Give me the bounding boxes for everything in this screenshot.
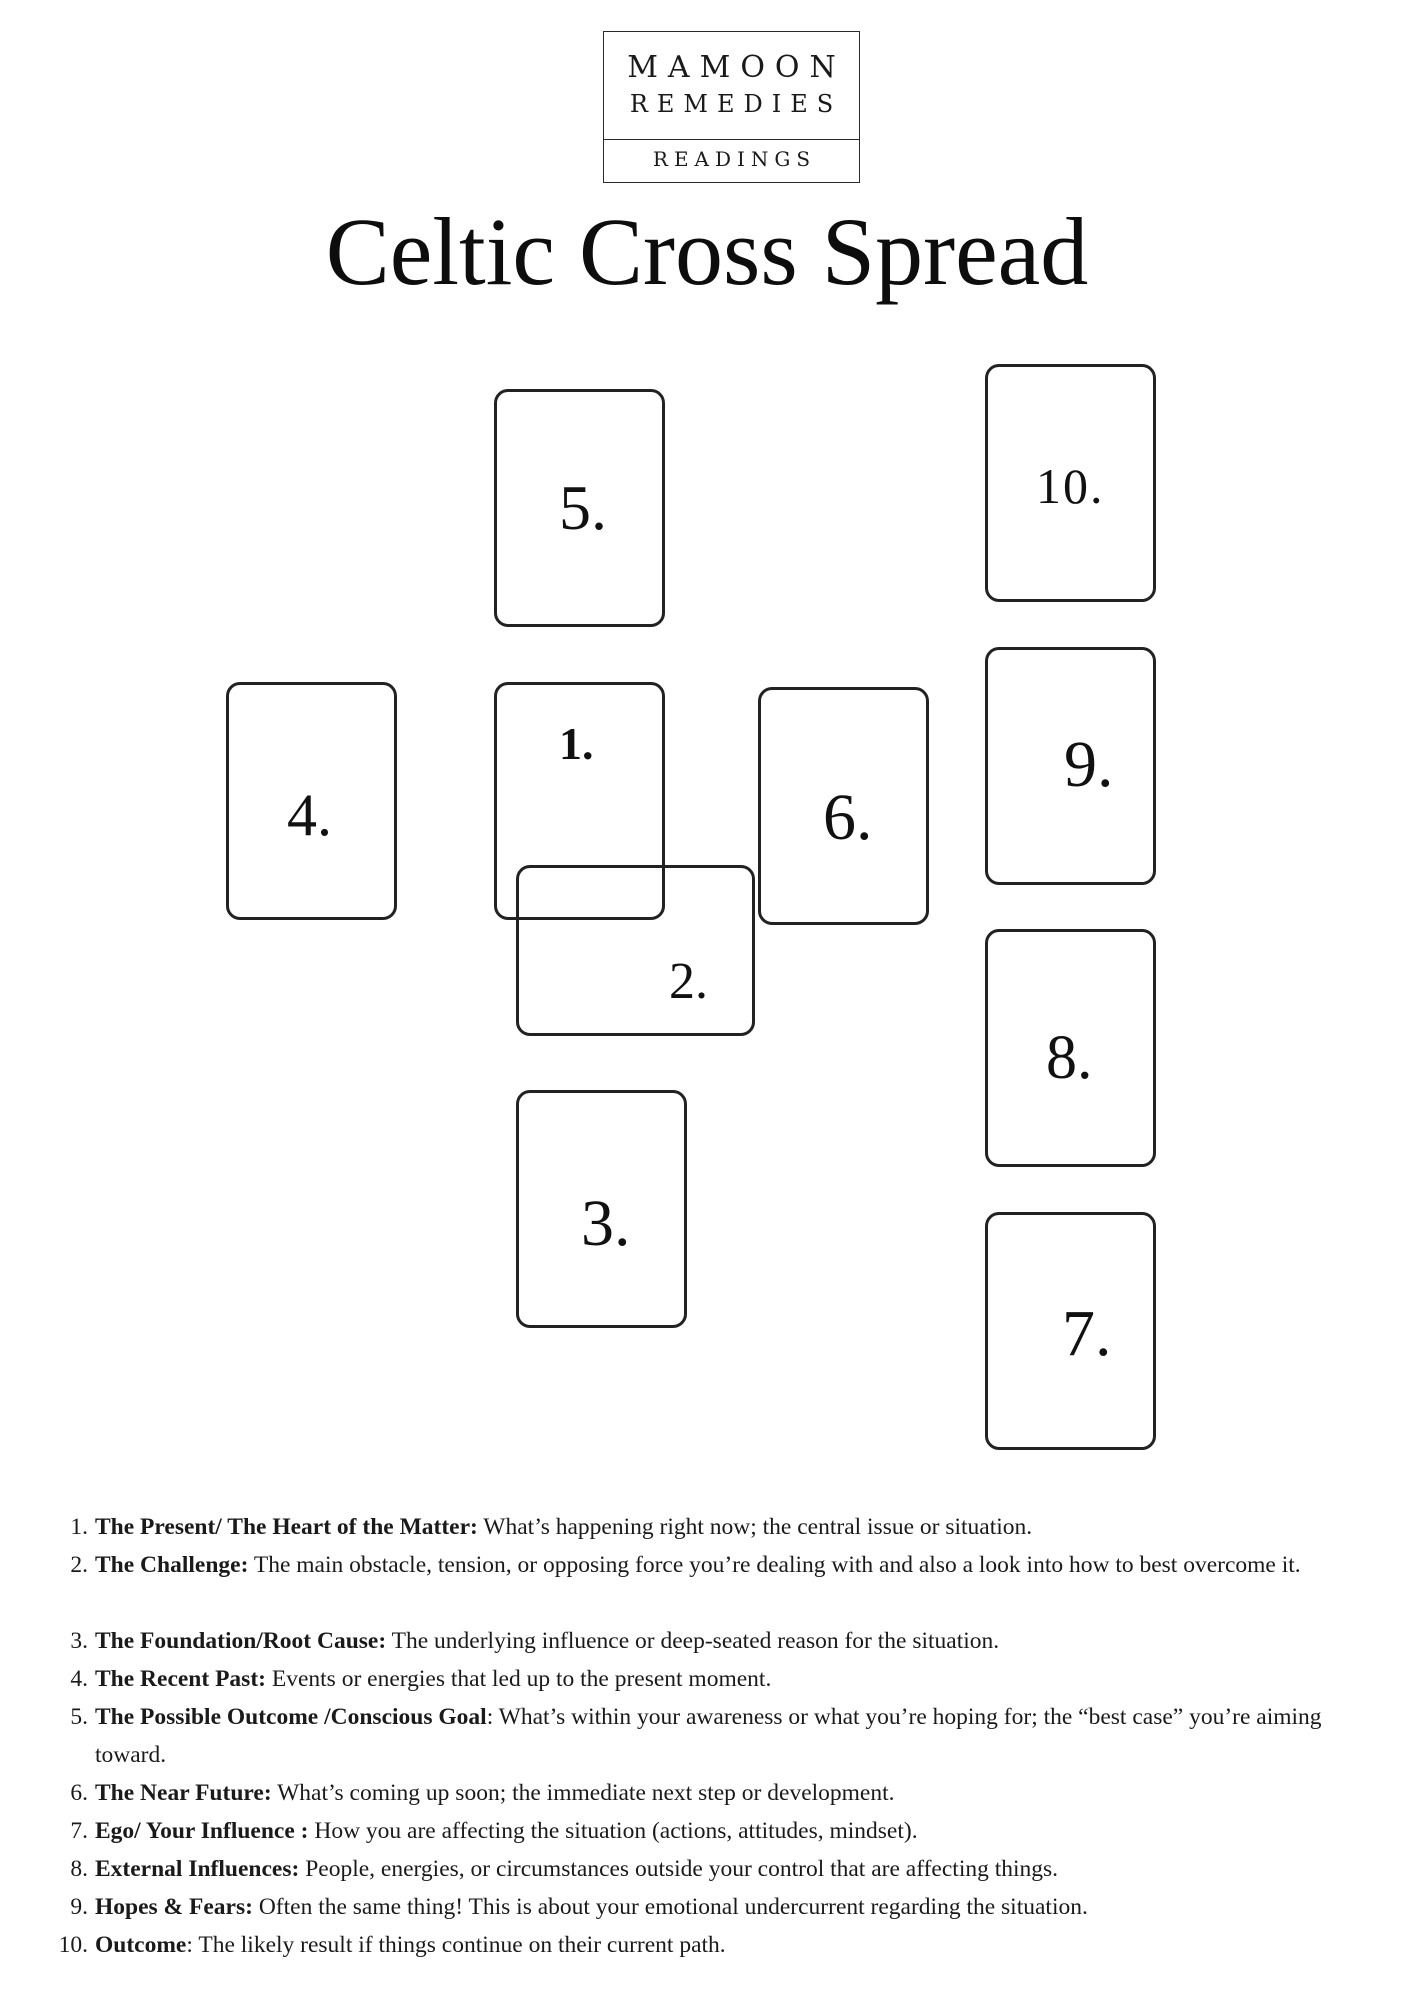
legend-text bbox=[95, 1698, 1330, 1774]
legend-description: How you are affecting the situation (actions, attitudes, mindset). bbox=[308, 1818, 918, 1844]
legend-number: 4. bbox=[70, 1666, 88, 1692]
card-7 bbox=[985, 1212, 1156, 1450]
legend-text bbox=[95, 1812, 1330, 1850]
card-1-number: 1. bbox=[559, 718, 594, 769]
legend-title: The Challenge: bbox=[95, 1552, 249, 1578]
card-2-number: 2. bbox=[669, 953, 708, 1010]
logo-upper-box bbox=[604, 32, 859, 140]
card-8 bbox=[985, 929, 1156, 1167]
card-2 bbox=[516, 865, 755, 1036]
legend-title: The Present/ The Heart of the Matter: bbox=[95, 1514, 478, 1540]
logo-line-mamoon: MAMOON bbox=[627, 50, 846, 85]
card-8-number: 8. bbox=[1046, 1024, 1093, 1092]
legend-text bbox=[95, 1774, 1330, 1812]
card-10 bbox=[985, 364, 1156, 602]
logo-line-readings: READINGS bbox=[652, 147, 817, 171]
legend-description: : The likely result if things continue on their current path. bbox=[186, 1932, 726, 1958]
legend-description: People, energies, or circumstances outside your control that are affecting things. bbox=[299, 1856, 1059, 1882]
legend-title: The Foundation/Root Cause: bbox=[95, 1628, 387, 1654]
legend-description: The main obstacle, tension, or opposing force you’re dealing with and also a look into how to best overcome it. bbox=[248, 1552, 1301, 1578]
legend-text bbox=[95, 1622, 1330, 1660]
card-9-number: 9. bbox=[1064, 728, 1114, 801]
legend-title: External Influences: bbox=[95, 1856, 300, 1882]
card-4-number: 4. bbox=[287, 782, 332, 848]
legend-text bbox=[95, 1888, 1330, 1926]
card-4 bbox=[226, 682, 397, 920]
legend-title: The Possible Outcome /Conscious Goal bbox=[95, 1704, 487, 1730]
legend-number: 1. bbox=[70, 1514, 88, 1540]
legend-title: The Near Future: bbox=[95, 1780, 272, 1806]
legend-text bbox=[95, 1508, 1330, 1546]
legend-number: 3. bbox=[70, 1628, 88, 1654]
legend-text bbox=[95, 1926, 1330, 1964]
card-5 bbox=[494, 389, 665, 627]
page-title: Celtic Cross Spread bbox=[325, 198, 1089, 305]
card-9 bbox=[985, 647, 1156, 885]
legend-description: What’s happening right now; the central issue or situation. bbox=[477, 1514, 1033, 1540]
legend-number: 8. bbox=[70, 1856, 88, 1882]
legend-title: Hopes & Fears: bbox=[95, 1894, 253, 1920]
card-6 bbox=[758, 687, 929, 925]
card-6-number: 6. bbox=[823, 781, 873, 854]
legend-title: The Recent Past: bbox=[95, 1666, 266, 1692]
legend-text bbox=[95, 1546, 1330, 1584]
card-5-number: 5. bbox=[559, 472, 607, 543]
legend-text bbox=[95, 1660, 1330, 1698]
card-7-number: 7. bbox=[1062, 1297, 1112, 1370]
brand-logo bbox=[603, 31, 860, 183]
legend-number: 2. bbox=[70, 1552, 88, 1578]
legend-description: What’s coming up soon; the immediate next step or development. bbox=[271, 1780, 895, 1806]
card-3 bbox=[516, 1090, 687, 1328]
card-3-number: 3. bbox=[581, 1187, 631, 1260]
legend-number: 10. bbox=[58, 1932, 88, 1958]
legend-number: 5. bbox=[70, 1704, 88, 1730]
legend-description: The underlying influence or deep-seated reason for the situation. bbox=[386, 1628, 1000, 1654]
legend-number: 9. bbox=[70, 1894, 88, 1920]
legend-number: 6. bbox=[70, 1780, 88, 1806]
legend-description: : What’s within your awareness or what you’re hoping for; the “best case” you’re aiming toward. bbox=[95, 1704, 1322, 1768]
legend-description: Events or energies that led up to the present moment. bbox=[265, 1666, 772, 1692]
logo-line-remedies: REMEDIES bbox=[629, 90, 843, 118]
card-10-number: 10. bbox=[1036, 458, 1105, 514]
legend-description: Often the same thing! This is about your emotional undercurrent regarding the situation. bbox=[252, 1894, 1088, 1920]
legend-number: 7. bbox=[70, 1818, 88, 1844]
legend-title: Ego/ Your Influence : bbox=[95, 1818, 309, 1844]
legend-text bbox=[95, 1850, 1330, 1888]
legend-title: Outcome bbox=[95, 1932, 187, 1958]
